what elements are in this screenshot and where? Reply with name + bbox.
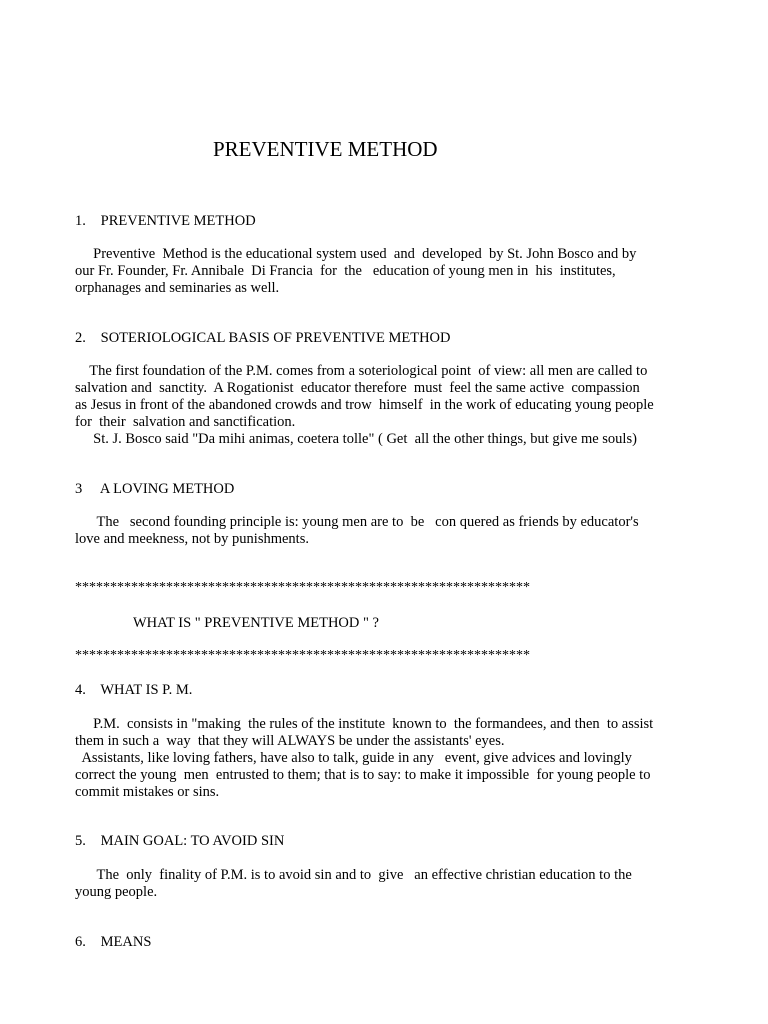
section-heading-text: WHAT IS P. M.	[100, 682, 193, 698]
section-paragraph	[75, 514, 693, 548]
section-number: 4.	[75, 682, 86, 698]
paragraph-line: Preventive Method is the educational system used and developed by St. John Bosco and by	[75, 246, 637, 262]
section-heading-text: MAIN GOAL: TO AVOID SIN	[100, 833, 285, 849]
separator-title: WHAT IS " PREVENTIVE METHOD " ?	[133, 615, 379, 631]
section-number: 3	[75, 481, 83, 497]
section-heading	[75, 934, 151, 951]
section-heading	[75, 213, 256, 230]
paragraph-line: love and meekness, not by punishments.	[75, 531, 309, 547]
section-number: 1.	[75, 213, 86, 229]
section-paragraph	[75, 363, 693, 448]
section-paragraph	[75, 246, 693, 297]
section-heading-text: SOTERIOLOGICAL BASIS OF PREVENTIVE METHOD	[100, 330, 451, 346]
paragraph-line: for their salvation and sanctification.	[75, 414, 296, 430]
paragraph-line: them in such a way that they will ALWAYS be under the assistants' eyes.	[75, 733, 505, 749]
separator-line: *****************************************************************	[75, 648, 530, 663]
section-heading	[75, 833, 284, 850]
section-heading-text: PREVENTIVE METHOD	[100, 213, 256, 229]
section-heading	[75, 481, 234, 498]
paragraph-line: our Fr. Founder, Fr. Annibale Di Francia for the education of young men in his institutes,	[75, 263, 616, 279]
paragraph-line: orphanages and seminaries as well.	[75, 280, 280, 296]
paragraph-line: Assistants, like loving fathers, have also to talk, guide in any event, give advices and lovingly	[75, 750, 632, 766]
paragraph-line: salvation and sanctity. A Rogationist educator therefore must feel the same active compassion	[75, 380, 640, 396]
section-number: 2.	[75, 330, 86, 346]
paragraph-line: as Jesus in front of the abandoned crowds and trow himself in the work of educating young people	[75, 397, 654, 413]
paragraph-line: St. J. Bosco said "Da mihi animas, coetera tolle" ( Get all the other things, but give me souls)	[75, 431, 637, 447]
paragraph-line: The first foundation of the P.M. comes from a soteriological point of view: all men are called to	[75, 363, 648, 379]
section-heading	[75, 330, 451, 347]
paragraph-line: The only finality of P.M. is to avoid sin and to give an effective christian education to the	[75, 867, 632, 883]
section-paragraph	[75, 867, 693, 901]
paragraph-line: young people.	[75, 884, 158, 900]
section-number: 5.	[75, 833, 86, 849]
section-heading-text: A LOVING METHOD	[99, 481, 235, 497]
section-paragraph	[75, 716, 693, 801]
document-title: PREVENTIVE METHOD	[213, 137, 438, 161]
paragraph-line: The second founding principle is: young men are to be con quered as friends by educator's	[75, 514, 639, 530]
paragraph-line: correct the young men entrusted to them; that is to say: to make it impossible for young people to	[75, 767, 651, 783]
section-heading	[75, 682, 192, 699]
section-heading-text: MEANS	[100, 934, 152, 950]
section-number: 6.	[75, 934, 86, 950]
separator-line: *****************************************************************	[75, 580, 530, 595]
paragraph-line: P.M. consists in "making the rules of the institute known to the formandees, and then to assist	[75, 716, 654, 732]
paragraph-line: commit mistakes or sins.	[75, 784, 220, 800]
